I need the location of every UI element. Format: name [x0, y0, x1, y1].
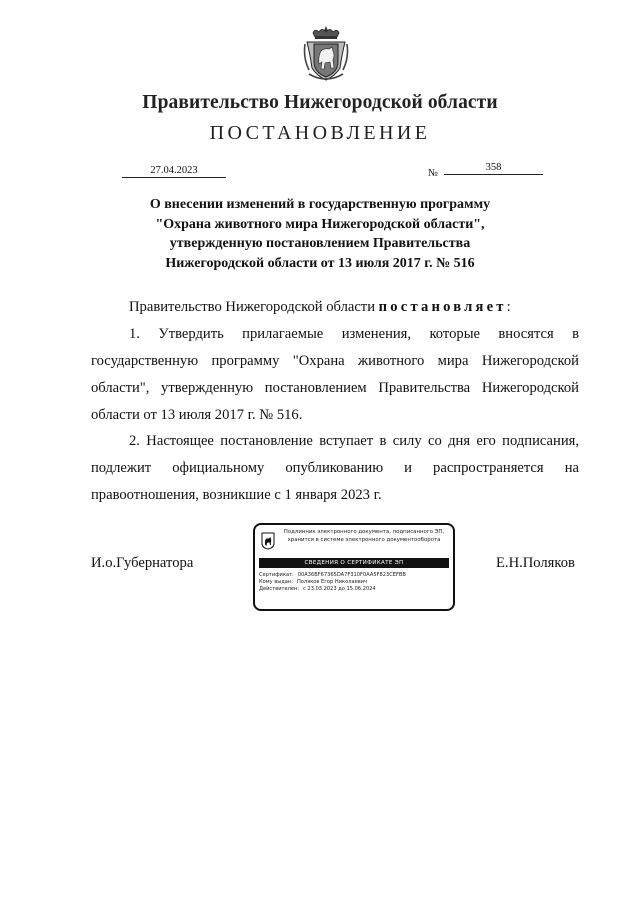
deer-emblem-icon [261, 532, 275, 550]
subject-line: утвержденную постановлением Правительства [169, 236, 471, 251]
certificate-serial-row [259, 572, 406, 579]
document-type: ПОСТАНОВЛЕНИЕ [209, 122, 431, 144]
subject-line: "Охрана животного мира Нижегородской области", [155, 216, 485, 232]
serial-label: Сертификат: [259, 572, 294, 578]
intro-paragraph [91, 294, 579, 321]
government-title: Правительство Нижегородской области [142, 92, 498, 113]
signature-note-line: хранится в системе электронного документооборота [287, 536, 441, 543]
signature-note [279, 529, 449, 544]
intro-suffix: : [506, 299, 511, 315]
validity-value: с 23.03.2023 до 15.06.2024 [303, 586, 376, 592]
owner-label: Кому выдан: [259, 579, 293, 585]
certificate-owner-row [259, 579, 367, 586]
intro-resolves: постановляет [378, 299, 507, 315]
item-1-paragraph: 1. Утвердить прилагаемые изменения, которые вносятся в государственную программу "Охрана животного мира Нижегородской области", утвержденную постановлением Правительства Нижегородской области от 13 июля 2017 г. № 516. [91, 326, 579, 423]
number-sign: № [428, 168, 439, 179]
certificate-validity-row [259, 586, 376, 593]
document-number: 358 [444, 162, 543, 175]
e-signature-stamp [253, 523, 455, 611]
coat-of-arms-emblem [303, 24, 349, 82]
document-date: 27.04.2023 [122, 165, 226, 178]
intro-prefix: Правительство Нижегородской области [129, 299, 375, 315]
document-subject [120, 195, 520, 273]
signature-note-line: Подлинник электронного документа, подписанного ЭП, [283, 529, 445, 535]
serial-value: 00A36BF67365DA7F310F0AA5F823CEFBB [297, 572, 406, 578]
item-2-paragraph: 2. Настоящее постановление вступает в силу со дня его подписания, подлежит официальному опубликованию и распространяется на правоотношения, возникшие с 1 января 2023 г. [91, 433, 579, 503]
subject-line: О внесении изменений в государственную программу [149, 197, 491, 212]
certificate-header: СВЕДЕНИЯ О СЕРТИФИКАТЕ ЭП [259, 558, 449, 568]
signatory-title: И.о.Губернатора [91, 555, 194, 571]
subject-line: Нижегородской области от 13 июля 2017 г. № 516 [165, 255, 475, 271]
signatory-name: Е.Н.Поляков [496, 555, 575, 571]
validity-label: Действителен: [259, 586, 300, 592]
owner-value: Поляков Егор Николаевич [296, 579, 368, 585]
